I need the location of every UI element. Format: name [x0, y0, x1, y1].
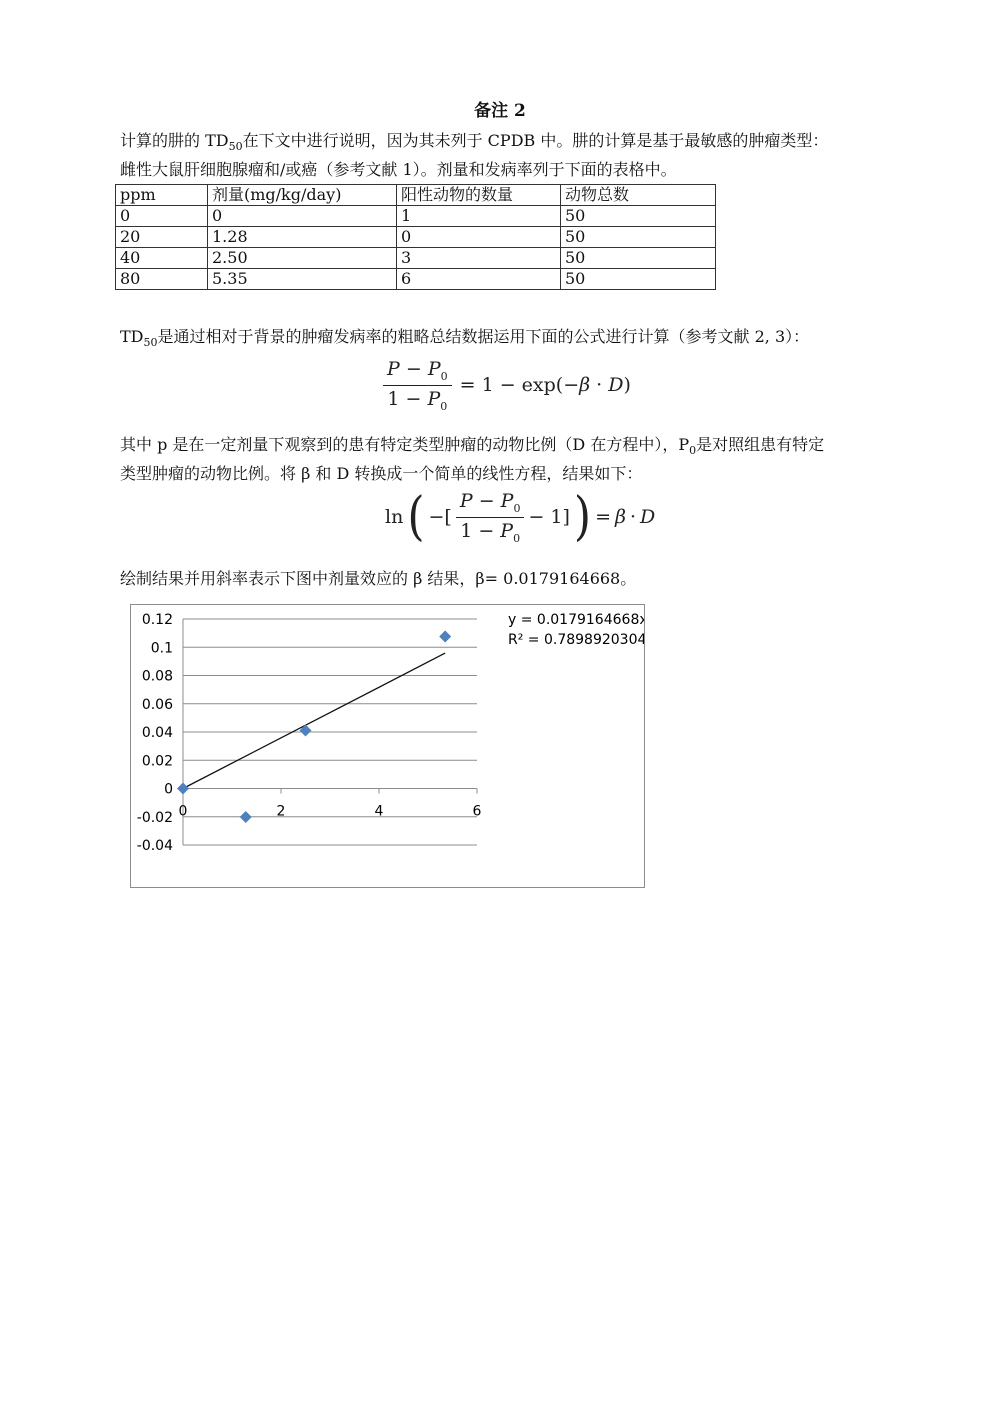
y-tick-label: 0.12 — [141, 612, 173, 628]
dose-response-chart — [130, 604, 645, 888]
y-tick-label: 0.1 — [150, 640, 173, 657]
explain-paragraph — [120, 433, 890, 485]
chart-svg — [131, 605, 644, 887]
table-cell: 2.50 — [208, 248, 397, 269]
table-cell: 5.35 — [208, 269, 397, 290]
table-row — [116, 227, 716, 248]
explain-line-2: 类型肿瘤的动物比例。将 β 和 D 转换成一个简单的线性方程，结果如下： — [120, 464, 643, 484]
table-row — [116, 248, 716, 269]
table-header-cell: 阳性动物的数量 — [397, 185, 561, 206]
table-cell: 40 — [116, 248, 208, 269]
table-cell: 0 — [397, 227, 561, 248]
table-cell: 1.28 — [208, 227, 397, 248]
data-point — [177, 783, 189, 795]
table-cell: 50 — [561, 248, 716, 269]
intro-paragraph — [120, 129, 890, 181]
y-tick-label: 0 — [164, 781, 173, 798]
section-title: 备注 2 — [474, 101, 526, 121]
table-cell: 1 — [397, 206, 561, 227]
table-cell: 0 — [208, 206, 397, 227]
table-cell: 0 — [116, 206, 208, 227]
table-cell: 50 — [561, 227, 716, 248]
x-tick-label: 0 — [178, 803, 188, 820]
trendline-equation: y = 0.0179164668x — [508, 612, 644, 628]
y-tick-label: -0.04 — [136, 838, 173, 854]
table-row — [116, 206, 716, 227]
trendline — [183, 653, 445, 788]
table-cell: 50 — [561, 269, 716, 290]
table-header-cell: 剂量(mg/kg/day) — [208, 185, 397, 206]
equation-1-rhs: = 1 − exp(−β · D) — [459, 374, 631, 397]
y-tick-label: 0.02 — [141, 753, 173, 770]
data-point — [240, 811, 252, 823]
table-row — [116, 269, 716, 290]
table-cell: 20 — [116, 227, 208, 248]
y-tick-label: -0.02 — [136, 809, 173, 826]
data-point — [439, 631, 451, 643]
r-squared-label: R² = 0.7898920304 — [508, 632, 644, 648]
equation-2: ln ( −[ $\frac{P - P_0}{1 - P_0}$ − 1] ) = β · D — [385, 486, 656, 548]
table-cell: 80 — [116, 269, 208, 290]
x-tick-label: 4 — [374, 803, 384, 820]
table-cell: 3 — [397, 248, 561, 269]
table-header-cell: 动物总数 — [561, 185, 716, 206]
intro-line-1: 计算的肼的 $TD_{50}$在下文中进行说明，因为其未列于 CPDB 中。肼的计算是基于最敏感的肿瘤类型： — [120, 131, 829, 154]
equation-1-fraction: $\frac{P - P_0}{1 - P_0}$ — [383, 358, 452, 413]
table-header-cell: ppm — [116, 185, 208, 206]
equation-1 — [383, 358, 631, 413]
equation-2-fraction: $\frac{P - P_0}{1 - P_0}$ — [456, 490, 525, 545]
y-tick-label: 0.04 — [141, 725, 173, 741]
table-cell: 50 — [561, 206, 716, 227]
table-header-row — [116, 185, 716, 206]
table-cell: 6 — [397, 269, 561, 290]
y-tick-label: 0.06 — [141, 696, 173, 713]
x-tick-label: 2 — [276, 803, 286, 820]
dose-incidence-table — [115, 184, 716, 290]
result-paragraph: 绘制结果并用斜率表示下图中剂量效应的 β 结果，β= 0.0179164668。 — [120, 569, 637, 588]
td50-paragraph: $TD_{50}$是通过相对于背景的肿瘤发病率的粗略总结数据运用下面的公式进行计算（参考文献 2, 3）： — [120, 327, 810, 350]
explain-line-1: 其中 p 是在一定剂量下观察到的患有特定类型肿瘤的动物比例（D 在方程中），$P_0$是对照组患有特定 — [120, 435, 825, 458]
intro-line-2: 雌性大鼠肝细胞腺瘤和/或癌（参考文献 1）。剂量和发病率列于下面的表格中。 — [120, 160, 677, 180]
y-tick-label: 0.08 — [141, 668, 173, 685]
x-tick-label: 6 — [472, 803, 482, 820]
data-point — [300, 724, 312, 736]
